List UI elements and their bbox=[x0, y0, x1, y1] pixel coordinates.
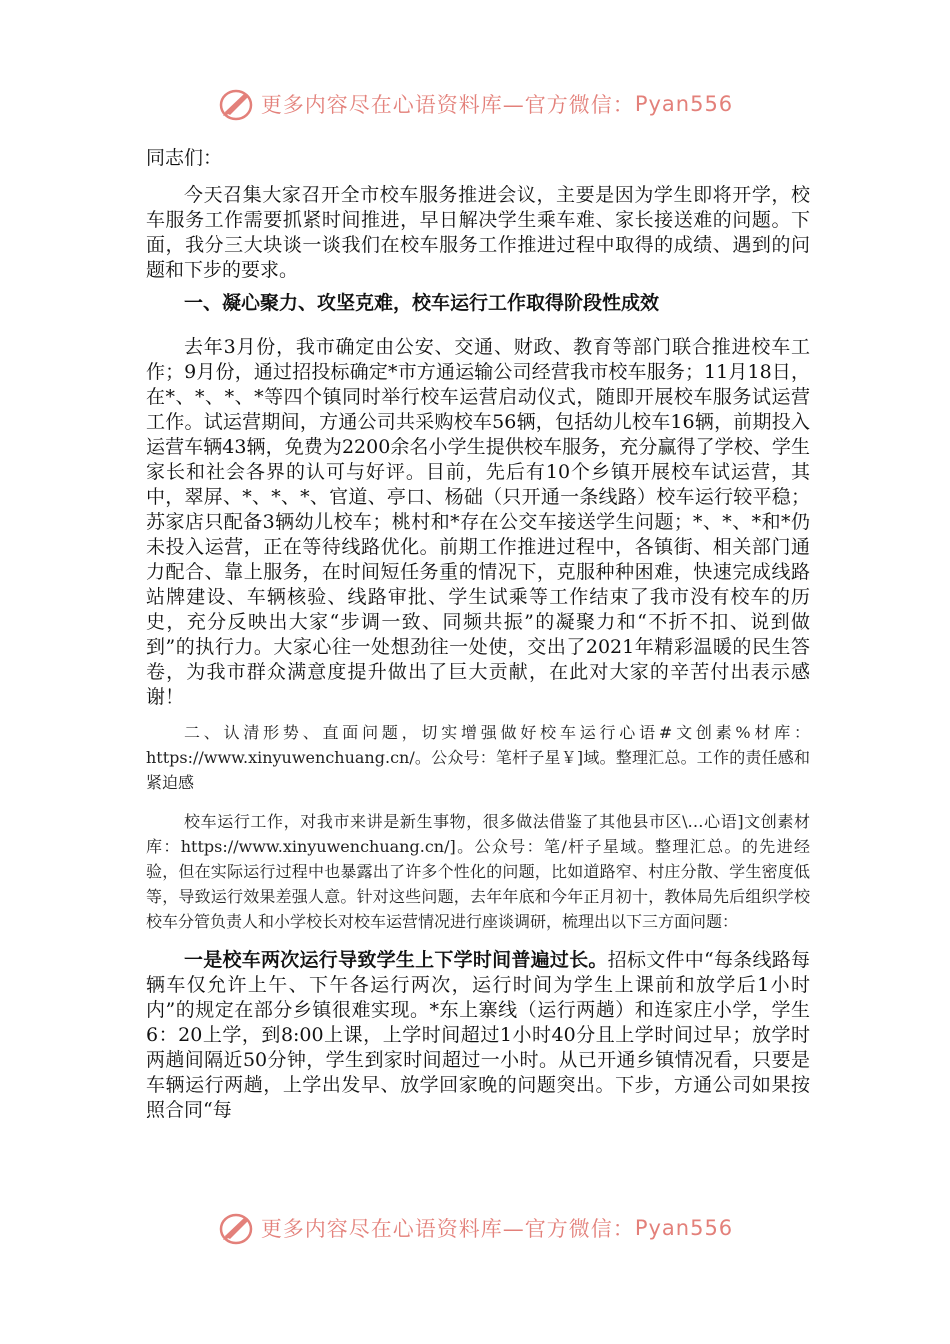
section-heading-1: 一、凝心聚力、攻坚克难，校车运行工作取得阶段性成效 bbox=[184, 292, 660, 314]
intro-paragraph: 今天召集大家召开全市校车服务推进会议，主要是因为学生即将开学，校车服务工作需要抓紧时间推进，早日解决学生乘车难、家长接送难的问题。下面，我分三大块谈一谈我们在校车服务工作推进过程中取得的成绩、遇到的问题和下步的要求。 bbox=[146, 184, 810, 281]
footer-watermark-banner bbox=[0, 1208, 950, 1248]
section-heading-2: 二、认清形势、直面问题，切实增强做好校车运行心语#文创素%材库：https://www.xinyuwenchuang.cn/。公众号：笔杆子星￥]域。整理汇总。工作的责任感和紧迫感 bbox=[146, 723, 810, 792]
book-pen-logo-icon bbox=[217, 1209, 257, 1247]
banner-wechat-id: Pyan556 bbox=[634, 1216, 734, 1240]
problem-1-lead: 一是校车两次运行导致学生上下学时间普遍过长。 bbox=[184, 949, 608, 971]
section-2-paragraph: 校车运行工作，对我市来讲是新生事物，很多做法借鉴了其他县市区\…心语]文创素材库：https://www.xinyuwenchuang.cn/]。公众号：笔/杆子星域。整理汇总。的先进经验，但在实际运行过程中也暴露出了许多个性化的问题，比如道路窄、村庄分散、学生密度低等，导致运行效果差强人意。针对这些问题，去年年底和今年正月初十，教体局先后组织学校校车分管负责人和小学校长对校车运营情况进行座谈调研，梳理出以下三方面问题： bbox=[146, 812, 810, 931]
banner-text: 更多内容尽在心语资料库—官方微信： bbox=[260, 93, 635, 117]
salutation: 同志们： bbox=[146, 147, 223, 169]
document-body bbox=[146, 140, 810, 1123]
banner-text: 更多内容尽在心语资料库—官方微信： bbox=[260, 1217, 635, 1241]
book-pen-logo-icon bbox=[217, 85, 257, 123]
header-watermark-banner bbox=[0, 84, 950, 124]
problem-1-paragraph bbox=[146, 948, 810, 1123]
section-1-paragraph: 去年3月份，我市确定由公安、交通、财政、教育等部门联合推进校车工作；9月份，通过招投标确定*市方通运输公司经营我市校车服务；11月18日，在*、*、*、*等四个镇同时举行校车运营启动仪式，随即开展校车服务试运营工作。试运营期间，方通公司共采购校车56辆，包括幼儿校车16辆，前期投入运营车辆43辆，免费为2200余名小学生提供校车服务，充分赢得了学校、学生家长和社会各界的认可与好评。目前，先后有10个乡镇开展校车试运营，其中，翠屏、*、*、*、官道、亭口、杨础（只开通一条线路）校车运行较平稳；苏家店只配备3辆幼儿校车；桃村和*存在公交车接送学生问题；*、*、*和*仍未投入运营，正在等待线路优化。前期工作推进过程中，各镇街、相关部门通力配合、靠上服务，在时间短任务重的情况下，克服种种困难，快速完成线路站牌建设、车辆核验、线路审批、学生试乘等工作结束了我市没有校车的历史，充分反映出大家“步调一致、同频共振”的凝聚力和“不折不扣、说到做到”的执行力。大家心往一处想劲往一处使，交出了2021年精彩温暖的民生答卷，为我市群众满意度提升做出了巨大贡献，在此对大家的辛苦付出表示感谢！ bbox=[146, 336, 810, 708]
banner-wechat-id: Pyan556 bbox=[634, 92, 734, 116]
problem-1-body: 招标文件中“每条线路每辆车仅允许上午、下午各运行两次，运行时间为学生上课前和放学后1小时内”的规定在部分乡镇很难实现。*东上寨线（运行两趟）和连家庄小学，学生6：20上学，到8:00上课，上学时间超过1小时40分且上学时间过早；放学时两趟间隔近50分钟，学生到家时间超过一小时。从已开通乡镇情况看，只要是车辆运行两趟，上学出发早、放学回家晚的问题突出。下步，方通公司如果按照合同“每 bbox=[146, 949, 810, 1121]
